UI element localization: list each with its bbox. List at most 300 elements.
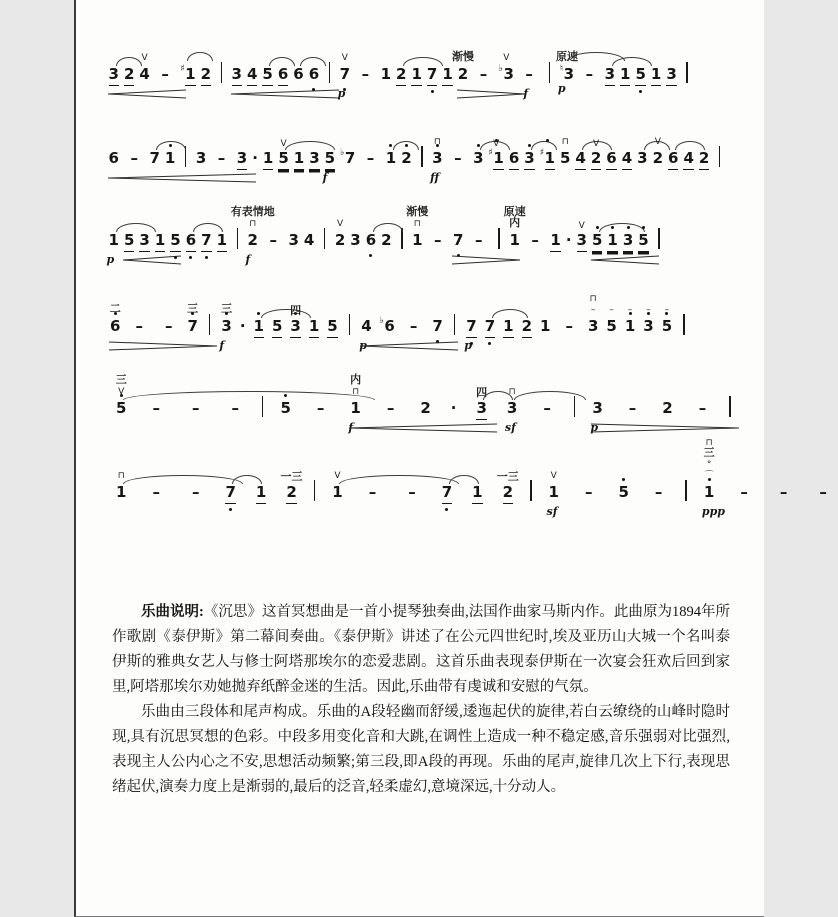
note-glyph: 3 <box>473 149 484 167</box>
notation-mark: V <box>654 137 661 147</box>
octave-dot-high <box>477 144 480 147</box>
note-glyph: 1 <box>155 231 165 252</box>
crescendo-hairpin <box>230 89 340 99</box>
note-glyph: 7 <box>485 317 495 338</box>
slur-arc <box>123 391 375 400</box>
notation-mark: 渐慢 <box>452 51 475 63</box>
note-token <box>149 149 159 168</box>
note-glyph: 6 <box>606 149 616 170</box>
accidental: ♭ <box>379 316 384 326</box>
note-token <box>476 386 488 420</box>
note-glyph: 2 <box>334 231 346 249</box>
note-glyph: – <box>779 483 788 501</box>
note-glyph: 6 <box>365 231 377 249</box>
note-glyph: 1 <box>385 149 397 167</box>
note-token <box>396 65 406 86</box>
note-token <box>359 317 372 352</box>
note-token <box>740 483 748 502</box>
note-glyph: 3 <box>577 231 587 252</box>
note-glyph: 1 <box>380 65 392 83</box>
note-token <box>230 206 275 266</box>
notation-mark: V <box>578 220 585 231</box>
crescendo-hairpin <box>122 255 182 265</box>
dynamic-mark: p <box>337 87 346 100</box>
notation-mark: 三 <box>187 303 199 315</box>
note-glyph: 1 <box>442 65 452 86</box>
octave-dot-high <box>257 312 260 315</box>
note-token <box>453 231 463 250</box>
note-glyph: – <box>164 317 173 335</box>
note-glyph: 1 <box>411 65 421 86</box>
barline <box>549 62 551 83</box>
note-glyph: 1 <box>254 317 264 338</box>
note-token <box>546 471 559 518</box>
note-token <box>332 471 343 502</box>
note-glyph: 3 <box>637 149 648 167</box>
note-token <box>272 317 282 338</box>
note-token <box>309 317 319 338</box>
note-token <box>240 317 246 336</box>
barline <box>262 396 264 417</box>
notation-mark: 四 <box>476 386 488 399</box>
note-token <box>139 53 150 84</box>
dynamic-mark: f <box>219 339 225 352</box>
note-glyph: 2 <box>699 149 709 170</box>
note-glyph: 3 <box>139 231 149 252</box>
barline <box>209 314 211 335</box>
octave-dot-high <box>169 144 172 147</box>
note-glyph: 3 <box>195 149 207 167</box>
octave-dot-high <box>622 478 625 481</box>
octave-dot-high <box>596 226 599 229</box>
note-glyph: 1 <box>108 231 119 249</box>
music-system-1 <box>106 30 742 114</box>
note-token <box>662 399 672 418</box>
barline <box>686 62 688 83</box>
note-token <box>488 138 504 170</box>
decrescendo-hairpin <box>456 87 529 100</box>
note-token <box>381 65 391 84</box>
note-glyph: 3 <box>506 399 518 417</box>
note-token <box>451 399 457 418</box>
dynamic-mark: f <box>322 171 328 184</box>
note-token <box>109 149 119 168</box>
note-token <box>232 65 242 86</box>
note-token <box>155 231 165 252</box>
notation-mark: V <box>592 138 600 149</box>
note-token <box>635 65 645 86</box>
note-token <box>263 149 273 170</box>
note-glyph: – <box>386 399 395 417</box>
note-token <box>592 231 602 252</box>
note-token <box>668 149 678 170</box>
note-glyph: 1 <box>509 231 520 249</box>
note-glyph: 1 <box>256 483 266 504</box>
note-glyph: 3 <box>476 399 486 420</box>
notation-mark: ⊓ <box>117 471 125 481</box>
octave-dot-low <box>369 254 372 257</box>
note-glyph: 5 <box>170 231 180 252</box>
note-token <box>367 149 375 168</box>
note-glyph: – <box>217 149 226 167</box>
music-system-6 <box>106 438 827 534</box>
notation-mark: 内 <box>350 374 362 386</box>
note-token <box>432 317 442 336</box>
accidental: ♭ <box>340 148 345 158</box>
note-glyph: 1 <box>263 149 273 170</box>
decrescendo-hairpin <box>451 255 521 265</box>
note-glyph: 6 <box>108 149 119 167</box>
note-token <box>522 317 532 338</box>
note-glyph: 1 <box>309 317 319 338</box>
octave-dot-low <box>229 508 232 511</box>
barline <box>683 314 685 335</box>
note-token <box>196 149 206 168</box>
note-glyph: 3 <box>288 231 299 249</box>
notation-mark: 三 <box>703 447 715 459</box>
dynamic-mark: ff <box>430 171 440 184</box>
note-token <box>219 303 233 352</box>
note-token <box>262 65 272 86</box>
notation-mark: 原速 <box>556 51 578 63</box>
note-glyph: 6 <box>308 65 320 83</box>
note-glyph: 2 <box>247 231 258 249</box>
crescendo-hairpin <box>359 341 459 351</box>
note-glyph: 7 <box>453 231 464 249</box>
dynamic-mark: sf <box>546 505 558 518</box>
barline <box>454 314 456 335</box>
octave-dot-low <box>436 340 439 343</box>
note-token <box>606 305 617 336</box>
note-token <box>231 399 239 418</box>
note-token <box>607 231 617 252</box>
dynamic-mark: p <box>557 82 566 95</box>
note-glyph: 5 <box>278 149 288 170</box>
notation-mark: ⊓ <box>249 219 257 229</box>
note-glyph: 5 <box>618 483 629 501</box>
note-token <box>115 374 127 418</box>
note-token <box>651 65 661 86</box>
note-token <box>643 305 654 336</box>
notation-mark: V <box>503 53 510 63</box>
note-token <box>387 399 395 418</box>
note-glyph: 1 <box>294 149 304 170</box>
note-glyph: 5 <box>325 149 335 170</box>
note-glyph: 7 <box>427 65 437 86</box>
notation-mark: V <box>334 471 341 481</box>
note-glyph: 3 <box>221 317 232 335</box>
note-glyph: – <box>366 149 375 167</box>
octave-dot-low <box>431 90 434 93</box>
note-glyph: 3 <box>109 65 119 86</box>
note-token <box>406 206 429 250</box>
notation-mark: V <box>341 53 348 63</box>
note-token <box>605 65 615 86</box>
note-token <box>586 65 594 84</box>
octave-dot-high <box>611 226 614 229</box>
note-glyph: 1 <box>548 483 559 501</box>
barline <box>314 480 316 501</box>
note-token <box>130 149 138 168</box>
notation-mark: ⊓ <box>561 137 569 147</box>
description-paragraph-2 <box>112 700 730 800</box>
music-system-5 <box>106 366 742 450</box>
note-glyph: 5 <box>559 149 571 167</box>
note-glyph: 5 <box>635 65 645 86</box>
notation-mark: – <box>609 305 614 315</box>
note-token <box>386 149 396 168</box>
note-glyph: 1 <box>412 231 423 249</box>
notation-mark: – <box>664 305 670 315</box>
octave-dot-low <box>189 256 192 259</box>
note-token <box>550 231 560 252</box>
note-token <box>124 65 134 86</box>
notation-mark: ⊓ <box>705 438 713 448</box>
note-token <box>293 65 303 84</box>
barline <box>324 228 326 249</box>
note-token <box>309 149 319 170</box>
note-glyph: 5 <box>606 317 617 335</box>
slur-arc <box>187 52 213 61</box>
note-token <box>254 317 264 338</box>
note-token <box>623 231 633 252</box>
note-glyph: 3 <box>524 149 534 170</box>
note-glyph: 5 <box>116 399 127 417</box>
note-glyph: – <box>479 65 488 83</box>
note-token <box>369 483 377 502</box>
note-token <box>566 231 572 250</box>
barline <box>421 146 423 167</box>
notation-mark: 一三 <box>280 470 303 483</box>
note-glyph: 7 <box>442 483 452 504</box>
note-token <box>661 305 673 336</box>
note-glyph: 2 <box>381 231 392 249</box>
note-token <box>410 317 418 336</box>
note-glyph: 1 <box>620 65 630 86</box>
note-token <box>524 149 534 170</box>
note-glyph: – <box>654 483 663 501</box>
note-token <box>559 137 571 168</box>
note-token <box>699 149 709 170</box>
note-glyph: 1 <box>116 483 127 501</box>
note-token <box>427 65 437 86</box>
note-glyph: 2 <box>420 399 431 417</box>
decrescendo-hairpin <box>590 423 740 433</box>
note-token <box>655 483 663 502</box>
note-token <box>540 317 550 336</box>
note-token <box>201 231 211 252</box>
note-glyph: 4 <box>575 149 585 170</box>
note-token <box>531 231 539 250</box>
note-glyph: 7 <box>339 65 351 83</box>
note-token <box>327 317 337 338</box>
note-token <box>498 53 514 84</box>
note-token <box>317 399 325 418</box>
note-glyph: 2 <box>591 149 601 170</box>
note-token <box>201 65 211 86</box>
octave-dot-high <box>642 226 645 229</box>
slur-arc <box>261 309 311 318</box>
accidental: ♮ <box>559 64 564 74</box>
description-label: 乐曲说明: <box>141 604 204 620</box>
octave-dot-low <box>205 256 208 259</box>
note-token <box>187 303 199 336</box>
octave-dot-low <box>174 256 177 259</box>
note-glyph: 4 <box>683 149 693 170</box>
accidental: ♭ <box>498 64 503 74</box>
note-token <box>366 231 376 250</box>
accidental: ♯ <box>539 148 545 158</box>
note-glyph: 2 <box>522 317 532 338</box>
barline <box>729 396 731 417</box>
note-token <box>411 65 421 86</box>
note-glyph: 6 <box>186 231 196 252</box>
note-glyph: – <box>152 483 160 501</box>
notation-mark: ⊓ <box>508 387 516 397</box>
note-token <box>503 317 513 338</box>
music-system-3 <box>106 198 742 282</box>
note-glyph: 3 <box>237 149 247 170</box>
note-token <box>304 231 314 250</box>
barline <box>237 228 239 249</box>
note-glyph: 7 <box>432 317 443 335</box>
dynamic-mark: f <box>245 253 251 266</box>
note-glyph: 5 <box>272 317 282 338</box>
notation-mark: 一三 <box>496 470 519 483</box>
note-token <box>269 231 277 250</box>
octave-dot-high <box>284 394 287 397</box>
note-glyph: · <box>252 149 258 167</box>
note-glyph: 7 <box>466 317 476 338</box>
note-glyph: 6 <box>384 317 395 335</box>
note-glyph: 1 <box>651 65 661 86</box>
note-glyph: 1 <box>350 399 361 417</box>
notation-mark: ° <box>706 460 712 470</box>
note-token <box>504 387 518 434</box>
note-glyph: 3 <box>432 149 443 167</box>
notation-mark: V <box>493 138 500 149</box>
note-token <box>170 231 180 252</box>
notation-mark: 渐慢 <box>406 206 429 218</box>
note-token <box>420 399 430 418</box>
barline <box>401 228 403 249</box>
note-token <box>620 65 630 86</box>
note-glyph: – <box>191 399 200 417</box>
note-token <box>237 149 247 170</box>
note-token <box>135 317 143 336</box>
note-token <box>430 137 443 184</box>
notation-mark: ⊓ <box>433 137 441 147</box>
note-glyph: – <box>316 399 325 417</box>
note-glyph: – <box>698 399 707 417</box>
note-glyph: 3 <box>309 149 319 170</box>
note-glyph: 4 <box>622 149 632 170</box>
notation-mark: 二 <box>109 303 121 315</box>
note-glyph: 7 <box>344 149 356 167</box>
note-glyph: 1 <box>217 231 227 252</box>
note-token <box>472 483 482 504</box>
notation-mark: – <box>646 305 651 315</box>
notation-mark: 内 <box>509 217 521 229</box>
note-token <box>180 60 195 86</box>
notation-mark: 有表情地 <box>230 206 275 218</box>
note-glyph: 3 <box>503 65 514 83</box>
note-glyph: 3 <box>605 65 615 86</box>
note-glyph: 1 <box>703 483 715 501</box>
notation-mark: – <box>590 305 596 315</box>
note-glyph: 1 <box>545 149 555 170</box>
note-glyph: – <box>819 483 827 501</box>
dynamic-mark: p <box>106 253 115 266</box>
description-text-2: 乐曲由三段体和尾声构成。乐曲的A段轻幽而舒缓,逶迤起伏的旋律,若白云缭绕的山峰时隐时现,具有沉思冥想的色彩。中段多用变化音和大跳,在调性上造成一种不稳定感,音乐强弱对比强烈,表现主人公内心之不安,思想活动频繁;第三段,即A段的再现。乐曲的尾声,旋律几次上下行,表现思绪起伏,演奏力度上是渐弱的,最后的泛音,轻柔虚幻,意境深远,十分动人。 <box>112 703 730 795</box>
accidental: ♯ <box>180 64 185 74</box>
note-token <box>109 303 121 336</box>
note-glyph: – <box>531 231 539 249</box>
barline <box>685 480 687 501</box>
note-token <box>124 231 134 252</box>
note-glyph: – <box>740 483 748 501</box>
note-glyph: 7 <box>225 483 235 504</box>
note-token <box>480 65 488 84</box>
crescendo-hairpin <box>348 423 498 433</box>
note-token <box>252 149 258 168</box>
note-token <box>401 149 411 168</box>
note-glyph: 3 <box>643 317 654 335</box>
note-glyph: – <box>368 483 377 501</box>
note-glyph: 1 <box>493 149 503 170</box>
note-token <box>565 317 573 336</box>
note-glyph: – <box>231 399 239 417</box>
note-token <box>278 65 288 86</box>
note-token <box>622 149 632 170</box>
note-glyph: 5 <box>592 231 602 252</box>
note-token <box>540 144 555 170</box>
barline <box>221 62 223 83</box>
notation-mark: V <box>118 387 125 397</box>
note-glyph: – <box>584 483 593 501</box>
crescendo-hairpin <box>590 255 660 265</box>
note-glyph: 7 <box>201 231 211 252</box>
notation-mark: V <box>141 53 148 63</box>
note-token <box>116 471 127 502</box>
octave-dot-low <box>445 508 448 511</box>
note-token <box>161 65 169 84</box>
note-glyph: 1 <box>164 149 176 167</box>
note-glyph: 4 <box>303 231 315 249</box>
note-token <box>780 483 788 502</box>
barline <box>329 62 331 83</box>
note-token <box>699 399 707 418</box>
note-token <box>638 231 648 252</box>
note-token <box>139 231 149 252</box>
note-glyph: 3 <box>592 399 603 417</box>
note-token <box>701 438 725 518</box>
barline <box>185 146 187 167</box>
note-token <box>192 399 200 418</box>
note-token <box>543 399 551 418</box>
barline <box>574 396 576 417</box>
octave-dot-low <box>488 342 491 345</box>
note-glyph: 3 <box>587 317 599 335</box>
note-glyph: 2 <box>652 149 664 167</box>
music-system-2 <box>106 114 742 198</box>
note-glyph: 5 <box>638 231 648 252</box>
note-token <box>309 65 319 84</box>
note-token <box>606 149 616 170</box>
music-systems <box>106 30 827 534</box>
note-token <box>587 294 599 336</box>
note-token <box>618 483 628 502</box>
